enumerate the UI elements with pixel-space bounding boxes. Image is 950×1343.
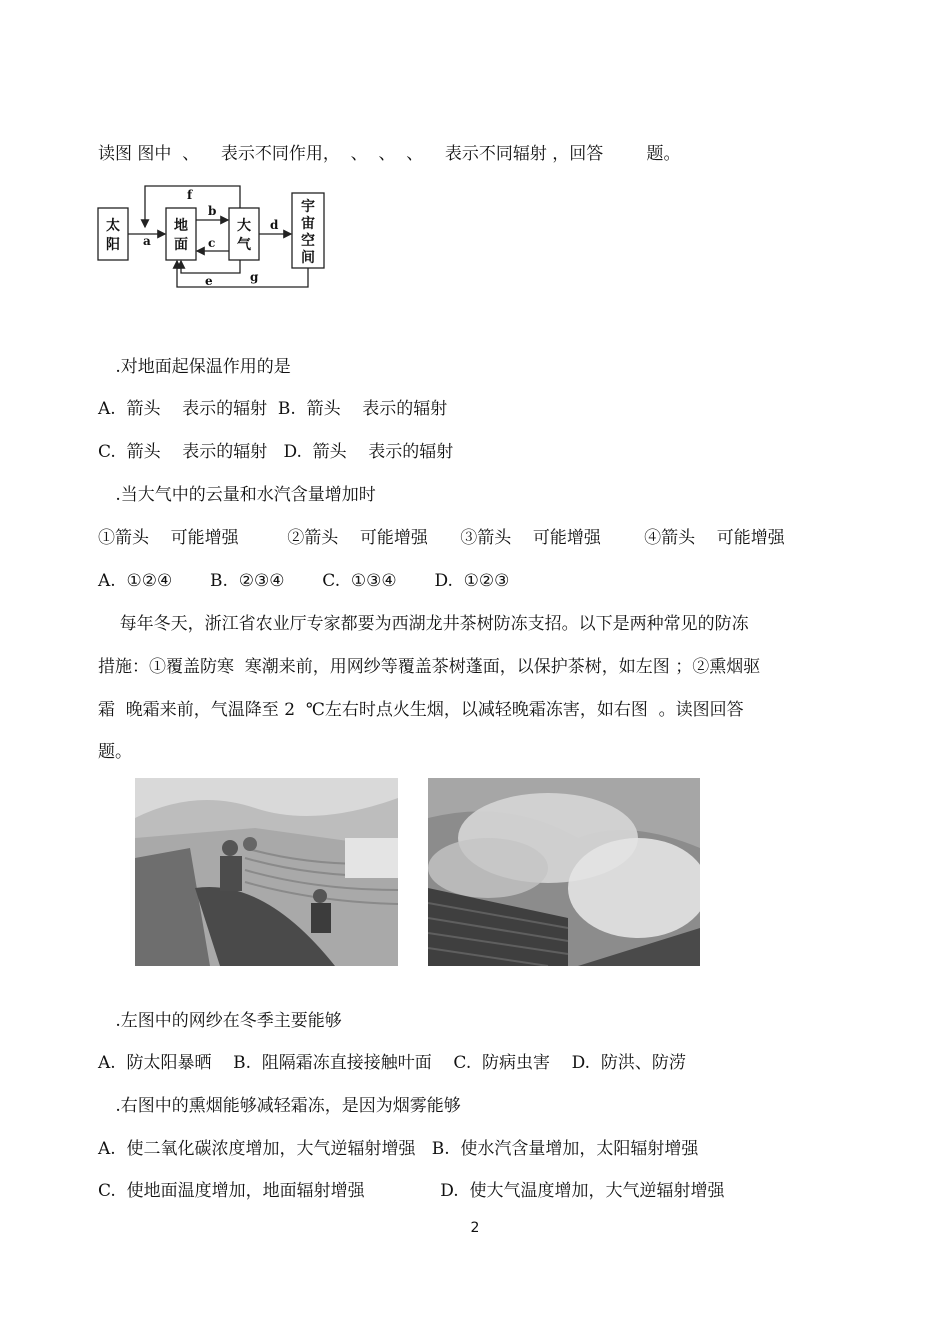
q3-options: A. 防太阳暴晒 B. 阻隔霜冻直接接触叶面 C. 防病虫害 D. 防洪、防涝 bbox=[98, 1053, 686, 1073]
passage-line-2: 措施：①覆盖防寒 寒潮来前，用网纱等覆盖茶树蓬面，以保护茶树，如左图 ；②熏烟驱 bbox=[98, 657, 761, 677]
sun-label-2: 阳 bbox=[106, 237, 120, 253]
atmosphere-label-2: 气 bbox=[237, 237, 251, 253]
radiation-diagram bbox=[95, 183, 330, 293]
space-label-1: 宇 bbox=[301, 199, 315, 215]
passage-line-4: 题。 bbox=[98, 742, 132, 762]
label-d: d bbox=[270, 218, 279, 232]
q3-stem: .左图中的网纱在冬季主要能够 bbox=[110, 1011, 342, 1031]
q4-stem: .右图中的熏烟能够减轻霜冻，是因为烟雾能够 bbox=[110, 1096, 461, 1116]
left-photo-tea-netting bbox=[135, 778, 398, 966]
arrow-f bbox=[145, 186, 240, 227]
label-g: g bbox=[250, 270, 259, 284]
ground-label-1: 地 bbox=[174, 218, 188, 234]
space-label-2: 宙 bbox=[301, 216, 315, 232]
q2-stem: .当大气中的云量和水汽含量增加时 bbox=[110, 485, 376, 505]
q4-options-row1: A. 使二氧化碳浓度增加，大气逆辐射增强 B. 使水汽含量增加，太阳辐射增强 bbox=[98, 1139, 699, 1159]
space-label-3: 空 bbox=[301, 233, 315, 249]
label-e: e bbox=[205, 274, 213, 288]
q1-stem: .对地面起保温作用的是 bbox=[110, 357, 291, 377]
q1-options-row2: C. 箭头 表示的辐射 D. 箭头 表示的辐射 bbox=[98, 442, 454, 462]
label-f: f bbox=[187, 188, 193, 202]
right-photo-smoke-terraces bbox=[428, 778, 700, 966]
passage-line-1: 每年冬天，浙江省农业厅专家都要为西湖龙井茶树防冻支招。以下是两种常见的防冻 bbox=[98, 614, 749, 634]
sun-label-1: 太 bbox=[106, 218, 120, 234]
label-c: c bbox=[208, 236, 216, 250]
q4-options-row2: C. 使地面温度增加，地面辐射增强 D. 使大气温度增加，大气逆辐射增强 bbox=[98, 1181, 725, 1201]
q2-statements: ①箭头 可能增强 ②箭头 可能增强 ③箭头 可能增强 ④箭头 可能增强 bbox=[98, 528, 785, 548]
arrow-e bbox=[181, 260, 240, 273]
space-label-4: 间 bbox=[301, 250, 315, 266]
q1-options-row1: A. 箭头 表示的辐射 B. 箭头 表示的辐射 bbox=[98, 399, 448, 419]
passage-line-3: 霜 晚霜来前，气温降至 2 ℃左右时点火生烟，以减轻晚霜冻害，如右图 。读图回答 bbox=[98, 700, 744, 720]
label-b: b bbox=[208, 204, 217, 218]
page-number: 2 bbox=[470, 1220, 480, 1236]
arrow-g bbox=[177, 261, 308, 287]
atmosphere-label-1: 大 bbox=[237, 218, 251, 234]
ground-label-2: 面 bbox=[174, 237, 188, 253]
intro-text: 读图 图中 、 表示不同作用， 、 、 、 表示不同辐射 ，回答 题。 bbox=[98, 144, 681, 164]
q2-options: A. ①②④ B. ②③④ C. ①③④ D. ①②③ bbox=[98, 571, 510, 591]
label-a: a bbox=[143, 234, 151, 248]
